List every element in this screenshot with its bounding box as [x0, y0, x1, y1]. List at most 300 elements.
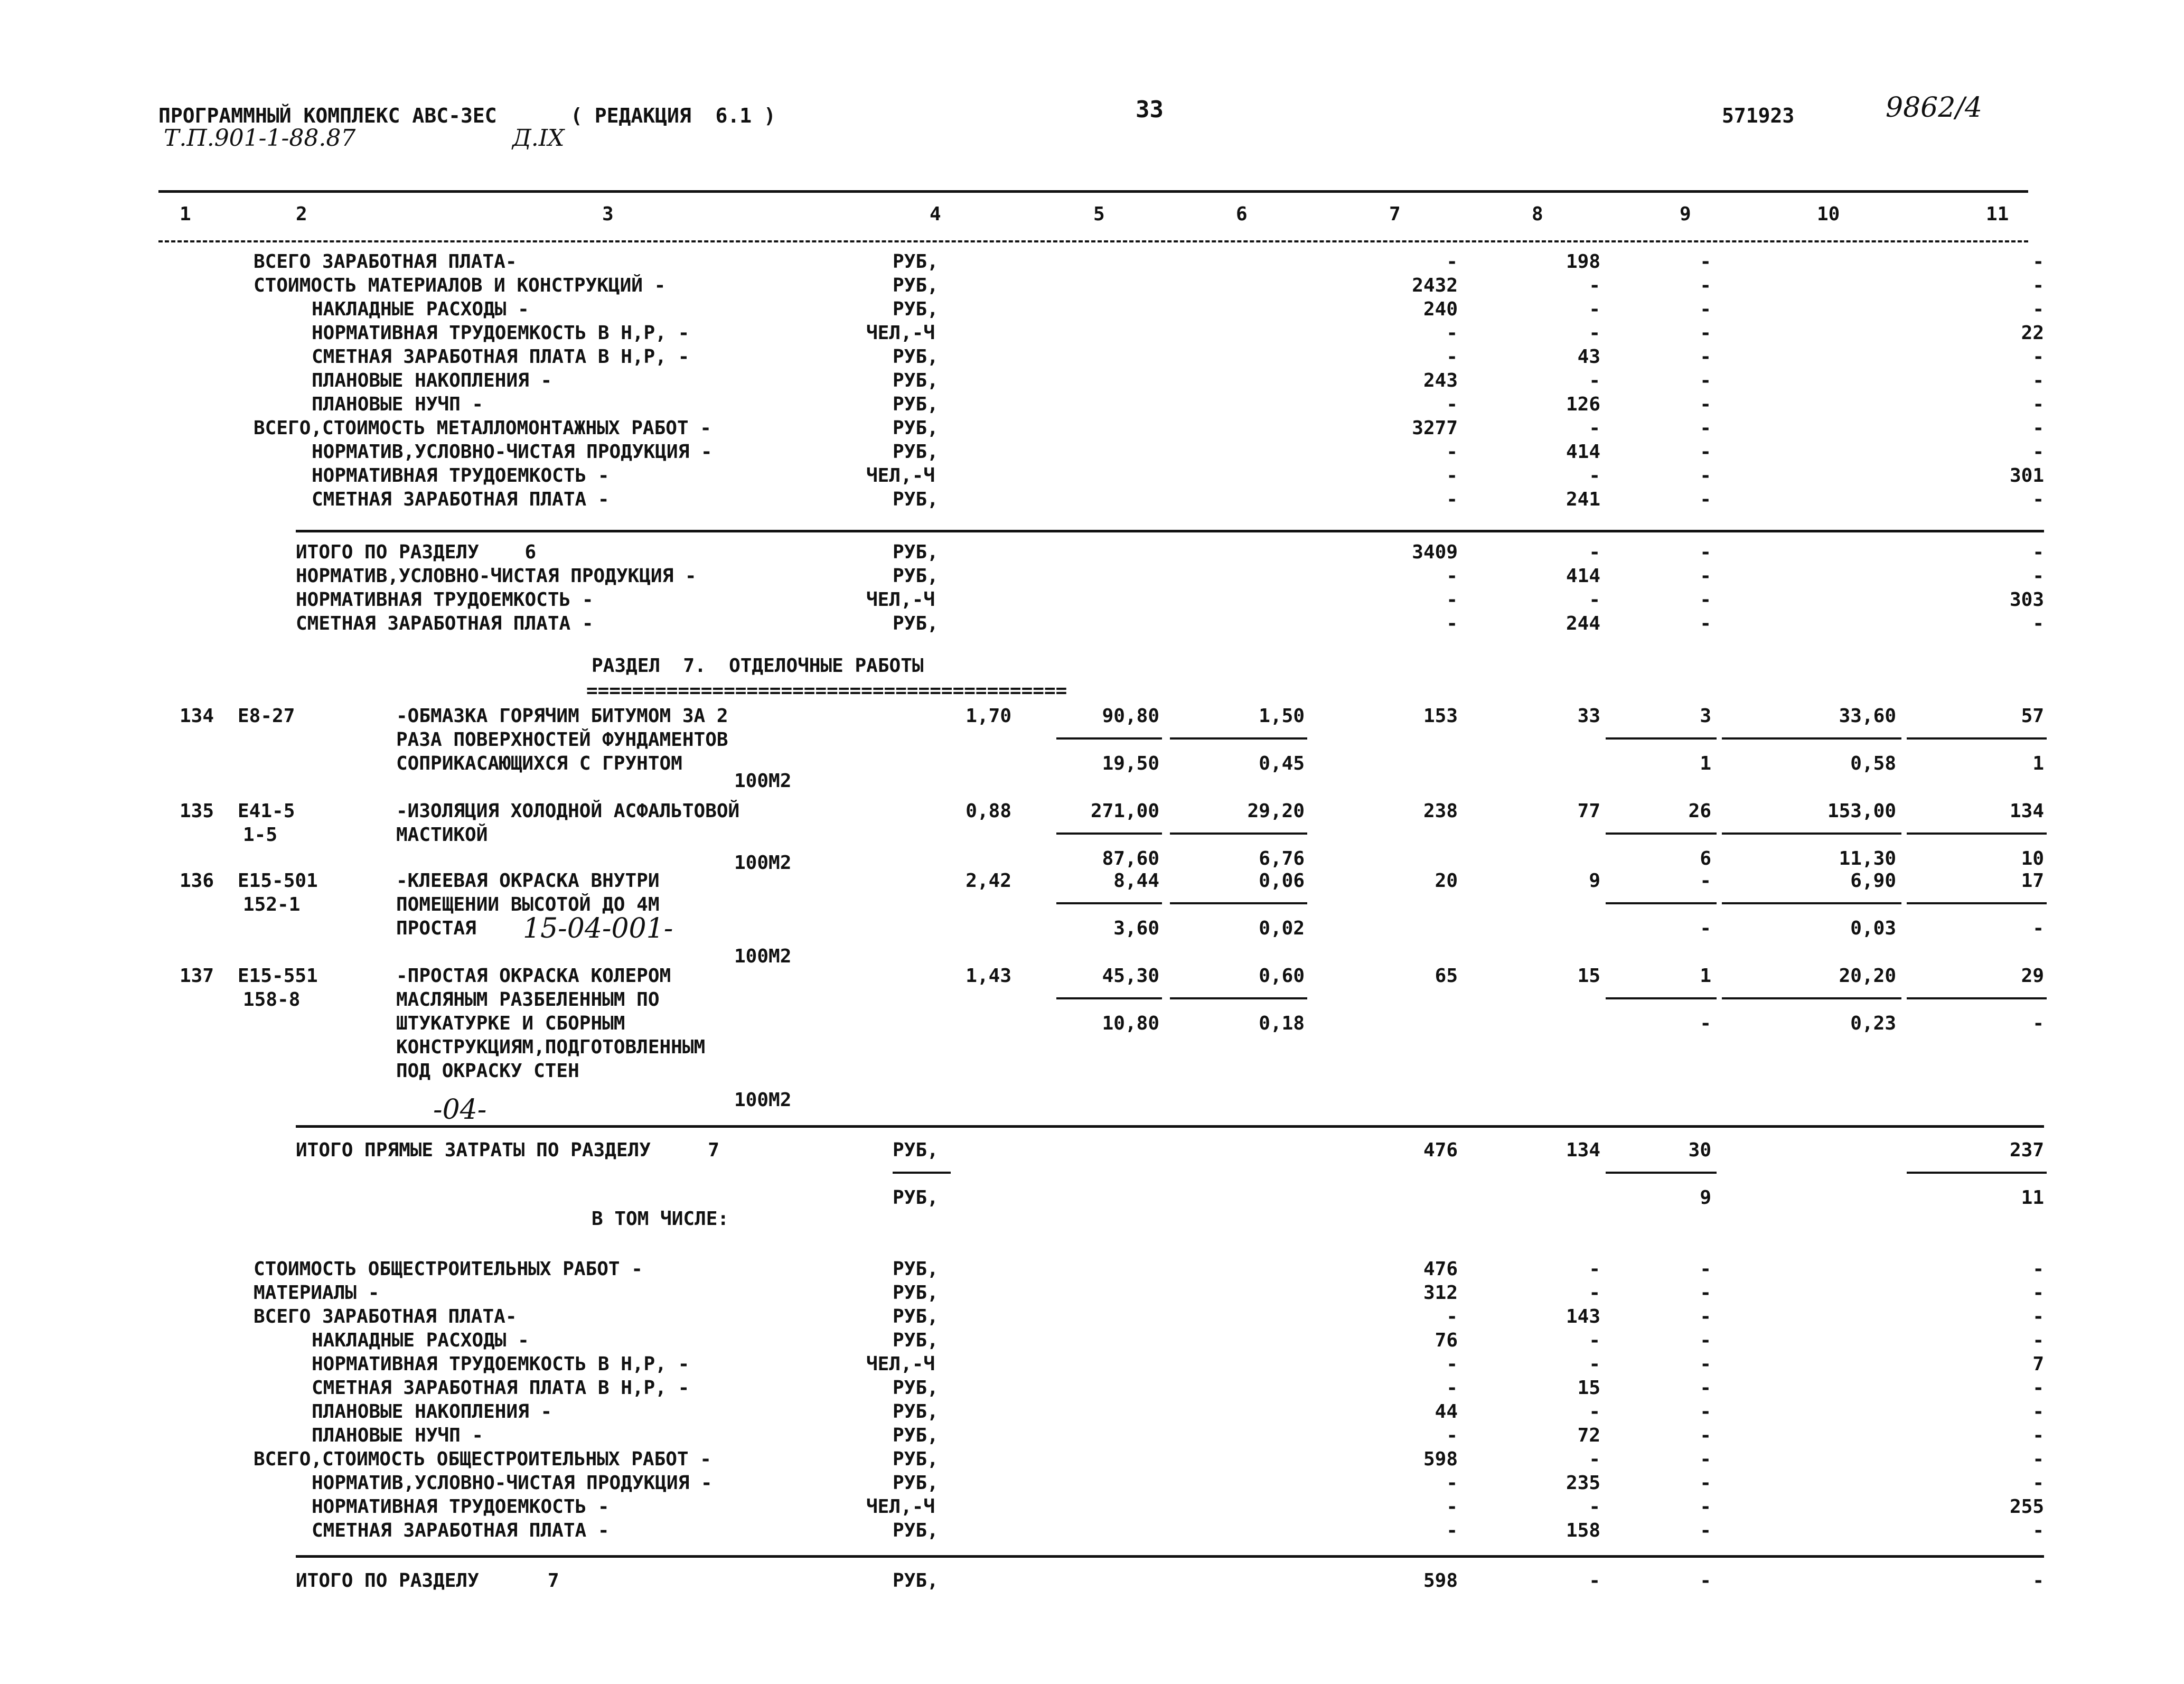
col7-value: -	[1446, 441, 1458, 463]
item-machine-wage: 0,45	[1259, 753, 1305, 774]
document-code: 571923	[1722, 104, 1795, 127]
col9-value: -	[1700, 613, 1711, 634]
item-unit-price: 90,80	[1102, 705, 1159, 727]
item-number: 137	[180, 965, 214, 987]
col8-value: -	[1589, 589, 1600, 611]
summary-label: НОРМАТИВНАЯ ТРУДОЕМКОСТЬ В Н,Р, -	[312, 322, 690, 344]
col9-value: -	[1700, 1306, 1711, 1327]
item-col9-lower: 1	[1700, 753, 1711, 774]
summary-unit: РУБ,	[893, 613, 939, 634]
col11-value: 303	[2009, 589, 2044, 611]
summary-unit: ЧЕЛ,-Ч	[866, 1353, 935, 1375]
col7-value: -	[1446, 1496, 1458, 1518]
item-description: ПРОСТАЯ	[396, 918, 476, 939]
including-label: В ТОМ ЧИСЛЕ:	[592, 1208, 729, 1230]
item-quantity: 2,42	[966, 870, 1011, 892]
summary-unit: РУБ,	[893, 441, 939, 463]
col8-value: 43	[1577, 346, 1600, 368]
item-machine-wage: 0,02	[1259, 918, 1305, 939]
cell-divider	[893, 1172, 951, 1174]
col9-value: -	[1700, 1472, 1711, 1494]
summary-unit: ЧЕЛ,-Ч	[866, 322, 935, 344]
cell-divider	[1722, 737, 1901, 740]
item-description: РАЗА ПОВЕРХНОСТЕЙ ФУНДАМЕНТОВ	[396, 729, 728, 751]
program-title: ПРОГРАММНЫЙ КОМПЛЕКС АВС-3ЕС	[158, 104, 497, 127]
cell-divider	[1722, 997, 1901, 999]
summary-unit: ЧЕЛ,-Ч	[866, 465, 935, 487]
col7-value: 3277	[1412, 417, 1458, 439]
item-col11-lower: -	[2032, 1013, 2044, 1034]
final-total-col8: -	[1589, 1570, 1600, 1592]
item-description: -ПРОСТАЯ ОКРАСКА КОЛЕРОМ	[396, 965, 671, 987]
summary-unit: РУБ,	[893, 489, 939, 510]
final-total-col11: -	[2032, 1570, 2044, 1592]
col9-value: -	[1700, 1425, 1711, 1446]
block-divider	[296, 530, 2044, 532]
column-header-2: 2	[296, 203, 307, 225]
item-description: ШТУКАТУРКЕ И СБОРНЫМ	[396, 1013, 625, 1034]
summary-unit: РУБ,	[893, 346, 939, 368]
summary-unit: РУБ,	[893, 370, 939, 391]
cell-divider	[1056, 997, 1162, 999]
col8-value: -	[1589, 1496, 1600, 1518]
cell-divider	[1907, 997, 2047, 999]
cell-divider	[1907, 902, 2047, 904]
item-quantity: 1,43	[966, 965, 1011, 987]
col8-value: -	[1589, 298, 1600, 320]
block-divider	[296, 1555, 2044, 1558]
column-header-9: 9	[1680, 203, 1691, 225]
summary-label: НОРМАТИВНАЯ ТРУДОЕМКОСТЬ В Н,Р, -	[312, 1353, 690, 1375]
header-top-rule	[158, 190, 2028, 193]
col11-value: -	[2032, 1448, 2044, 1470]
item-col11-lower: 1	[2032, 753, 2044, 774]
item-machine-wage: 6,76	[1259, 848, 1305, 869]
item-code: Е8-27	[238, 705, 295, 727]
summary-label: НАКЛАДНЫЕ РАСХОДЫ -	[312, 298, 529, 320]
col7-value: -	[1446, 613, 1458, 634]
col11-value: -	[2032, 1425, 2044, 1446]
summary-unit: РУБ,	[893, 1377, 939, 1399]
col11-value: -	[2032, 417, 2044, 439]
col8-value: -	[1589, 370, 1600, 391]
col9-value: -	[1700, 1330, 1711, 1351]
col8-value: 198	[1566, 251, 1600, 273]
item-number: 134	[180, 705, 214, 727]
direct-costs-col7: 476	[1423, 1139, 1458, 1161]
column-header-4: 4	[930, 203, 941, 225]
item-col10-lower: 0,23	[1850, 1013, 1896, 1034]
col7-value: 476	[1423, 1258, 1458, 1280]
col11-value: -	[2032, 298, 2044, 320]
col9-value: -	[1700, 1401, 1711, 1423]
col8-value: -	[1589, 465, 1600, 487]
summary-label: НОРМАТИВНАЯ ТРУДОЕМКОСТЬ -	[296, 589, 594, 611]
cell-divider	[1056, 737, 1162, 740]
item-machine-cost: 29,20	[1247, 800, 1305, 822]
col7-value: -	[1446, 1353, 1458, 1375]
col11-value: -	[2032, 441, 2044, 463]
column-header-8: 8	[1532, 203, 1543, 225]
item-machine-wage: 0,18	[1259, 1013, 1305, 1034]
col7-value: -	[1446, 489, 1458, 510]
col11-value: -	[2032, 275, 2044, 296]
item-total-wage: 33	[1577, 705, 1600, 727]
summary-label: ПЛАНОВЫЕ НАКОПЛЕНИЯ -	[312, 1401, 552, 1423]
item-unit-price: 271,00	[1090, 800, 1159, 822]
col9-value: -	[1700, 1448, 1711, 1470]
summary-label: НОРМАТИВ,УСЛОВНО-ЧИСТАЯ ПРОДУКЦИЯ -	[296, 565, 697, 587]
col9-value: -	[1700, 1496, 1711, 1518]
item-number: 135	[180, 800, 214, 822]
col8-value: 414	[1566, 441, 1600, 463]
summary-unit: РУБ,	[893, 251, 939, 273]
item-code-secondary: 158-8	[243, 989, 301, 1011]
item-unit-price: 45,30	[1102, 965, 1159, 987]
col9-value: -	[1700, 370, 1711, 391]
item-col11: 29	[2021, 965, 2044, 987]
col9-value: -	[1700, 1353, 1711, 1375]
cell-divider	[1722, 832, 1901, 835]
col8-value: 143	[1566, 1306, 1600, 1327]
summary-label: СТОИМОСТЬ ОБЩЕСТРОИТЕЛЬНЫХ РАБОТ -	[254, 1258, 643, 1280]
cell-divider	[1170, 737, 1307, 740]
summary-unit: РУБ,	[893, 1401, 939, 1423]
handwritten-number: 9862/4	[1886, 92, 1982, 124]
col9-value: -	[1700, 589, 1711, 611]
col8-value: -	[1589, 1282, 1600, 1304]
col7-value: 240	[1423, 298, 1458, 320]
column-header-6: 6	[1236, 203, 1248, 225]
col9-value: -	[1700, 541, 1711, 563]
page-number: 33	[1136, 96, 1164, 123]
handwritten-note: -04-	[433, 1094, 487, 1126]
summary-label: СТОИМОСТЬ МАТЕРИАЛОВ И КОНСТРУКЦИЙ -	[254, 275, 666, 296]
summary-unit: РУБ,	[893, 298, 939, 320]
cell-divider	[1056, 832, 1162, 835]
col9-value: -	[1700, 346, 1711, 368]
col8-value: 244	[1566, 613, 1600, 634]
summary-label: ВСЕГО ЗАРАБОТНАЯ ПЛАТА-	[254, 251, 517, 273]
col8-value: -	[1589, 275, 1600, 296]
col11-value: 22	[2021, 322, 2044, 344]
col8-value: -	[1589, 1258, 1600, 1280]
summary-label: СМЕТНАЯ ЗАРАБОТНАЯ ПЛАТА -	[312, 489, 610, 510]
item-col9-lower: -	[1700, 1013, 1711, 1034]
cell-divider	[1606, 902, 1717, 904]
item-col11-lower: 10	[2021, 848, 2044, 869]
item-quantity: 1,70	[966, 705, 1011, 727]
item-total-cost: 153	[1423, 705, 1458, 727]
col9-value: -	[1700, 251, 1711, 273]
item-col10: 33,60	[1839, 705, 1896, 727]
final-total-col7: 598	[1423, 1570, 1458, 1592]
item-code-secondary: 1-5	[243, 824, 278, 846]
cell-divider	[1606, 1172, 1717, 1174]
summary-unit: РУБ,	[893, 1520, 939, 1541]
col7-value: -	[1446, 589, 1458, 611]
item-code: Е15-551	[238, 965, 318, 987]
cell-divider	[1907, 1172, 2047, 1174]
item-total-cost: 65	[1435, 965, 1458, 987]
col8-value: 241	[1566, 489, 1600, 510]
col7-value: 312	[1423, 1282, 1458, 1304]
col11-value: -	[2032, 541, 2044, 563]
section-title: РАЗДЕЛ 7. ОТДЕЛОЧНЫЕ РАБОТЫ	[592, 655, 924, 677]
item-description: -ОБМАЗКА ГОРЯЧИМ БИТУМОМ ЗА 2	[396, 705, 728, 727]
col11-value: -	[2032, 370, 2044, 391]
item-unit-wage: 87,60	[1102, 848, 1159, 869]
item-number: 136	[180, 870, 214, 892]
column-header-1: 1	[180, 203, 191, 225]
col11-value: -	[2032, 1472, 2044, 1494]
summary-unit: РУБ,	[893, 275, 939, 296]
col11-value: -	[2032, 346, 2044, 368]
cell-divider	[1170, 902, 1307, 904]
col9-value: -	[1700, 322, 1711, 344]
item-col9: 3	[1700, 705, 1711, 727]
col7-value: -	[1446, 1306, 1458, 1327]
summary-unit: РУБ,	[893, 417, 939, 439]
col11-value: -	[2032, 1282, 2044, 1304]
summary-label: ПЛАНОВЫЕ НУЧП -	[312, 394, 484, 415]
item-col9: -	[1700, 870, 1711, 892]
edition-label: ( РЕДАКЦИЯ 6.1 )	[570, 104, 776, 127]
col11-value: -	[2032, 251, 2044, 273]
block-divider	[296, 1125, 2044, 1128]
item-col10: 20,20	[1839, 965, 1896, 987]
col8-value: 15	[1577, 1377, 1600, 1399]
direct-costs-col11-lower: 11	[2021, 1187, 2044, 1209]
direct-costs-col11: 237	[2009, 1139, 2044, 1161]
item-col11: 134	[2009, 800, 2044, 822]
summary-unit: РУБ,	[893, 394, 939, 415]
column-header-11: 11	[1986, 203, 2009, 225]
item-col10-lower: 11,30	[1839, 848, 1896, 869]
item-total-wage: 9	[1589, 870, 1600, 892]
item-machine-cost: 0,06	[1259, 870, 1305, 892]
final-total-unit: РУБ,	[893, 1570, 939, 1592]
summary-label: НОРМАТИВНАЯ ТРУДОЕМКОСТЬ -	[312, 1496, 610, 1518]
summary-unit: РУБ,	[893, 541, 939, 563]
direct-costs-unit: РУБ,	[893, 1139, 939, 1161]
col9-value: -	[1700, 417, 1711, 439]
item-unit-wage: 10,80	[1102, 1013, 1159, 1034]
summary-unit: ЧЕЛ,-Ч	[866, 589, 935, 611]
item-unit: 100М2	[734, 946, 792, 967]
col7-value: 243	[1423, 370, 1458, 391]
col8-value: 72	[1577, 1425, 1600, 1446]
col9-value: -	[1700, 489, 1711, 510]
item-code-secondary: 152-1	[243, 894, 301, 915]
col11-value: 7	[2032, 1353, 2044, 1375]
item-col9: 1	[1700, 965, 1711, 987]
item-description: -КЛЕЕВАЯ ОКРАСКА ВНУТРИ	[396, 870, 660, 892]
col11-value: 255	[2009, 1496, 2044, 1518]
col9-value: -	[1700, 394, 1711, 415]
col9-value: -	[1700, 1377, 1711, 1399]
column-header-3: 3	[602, 203, 614, 225]
final-total-col9: -	[1700, 1570, 1711, 1592]
col9-value: -	[1700, 565, 1711, 587]
cell-divider	[1606, 832, 1717, 835]
col9-value: -	[1700, 1520, 1711, 1541]
item-total-wage: 77	[1577, 800, 1600, 822]
cell-divider	[1606, 997, 1717, 999]
summary-label: МАТЕРИАЛЫ -	[254, 1282, 380, 1304]
header-bottom-rule	[158, 240, 2028, 242]
item-code: Е15-501	[238, 870, 318, 892]
summary-label: ВСЕГО,СТОИМОСТЬ МЕТАЛЛОМОНТАЖНЫХ РАБОТ -	[254, 417, 711, 439]
item-description: МАСЛЯНЫМ РАЗБЕЛЕННЫМ ПО	[396, 989, 660, 1011]
summary-unit: РУБ,	[893, 1306, 939, 1327]
col7-value: 3409	[1412, 541, 1458, 563]
summary-label: ИТОГО ПО РАЗДЕЛУ 6	[296, 541, 537, 563]
summary-label: ВСЕГО,СТОИМОСТЬ ОБЩЕСТРОИТЕЛЬНЫХ РАБОТ -	[254, 1448, 711, 1470]
col11-value: -	[2032, 1258, 2044, 1280]
col7-value: -	[1446, 1472, 1458, 1494]
summary-label: СМЕТНАЯ ЗАРАБОТНАЯ ПЛАТА В Н,Р, -	[312, 1377, 690, 1399]
col8-value: -	[1589, 322, 1600, 344]
summary-label: НОРМАТИВНАЯ ТРУДОЕМКОСТЬ -	[312, 465, 610, 487]
col7-value: -	[1446, 394, 1458, 415]
summary-unit: РУБ,	[893, 1448, 939, 1470]
cell-divider	[1170, 997, 1307, 999]
col7-value: -	[1446, 565, 1458, 587]
col7-value: -	[1446, 251, 1458, 273]
col8-value: -	[1589, 1330, 1600, 1351]
col8-value: -	[1589, 1448, 1600, 1470]
col7-value: 598	[1423, 1448, 1458, 1470]
direct-costs-col9-lower: 9	[1700, 1187, 1711, 1209]
cell-divider	[1722, 902, 1901, 904]
item-description: СОПРИКАСАЮЩИХСЯ С ГРУНТОМ	[396, 753, 682, 774]
col11-value: -	[2032, 1377, 2044, 1399]
item-unit: 100М2	[734, 1089, 792, 1111]
item-unit: 100М2	[734, 770, 792, 792]
summary-unit: РУБ,	[893, 565, 939, 587]
col8-value: -	[1589, 1353, 1600, 1375]
item-col11-lower: -	[2032, 918, 2044, 939]
col7-value: -	[1446, 465, 1458, 487]
direct-costs-label: ИТОГО ПРЯМЫЕ ЗАТРАТЫ ПО РАЗДЕЛУ 7	[296, 1139, 719, 1161]
item-total-cost: 20	[1435, 870, 1458, 892]
item-col11: 57	[2021, 705, 2044, 727]
summary-label: НОРМАТИВ,УСЛОВНО-ЧИСТАЯ ПРОДУКЦИЯ -	[312, 1472, 713, 1494]
final-total-label: ИТОГО ПО РАЗДЕЛУ 7	[296, 1570, 559, 1592]
item-col10-lower: 0,58	[1850, 753, 1896, 774]
col9-value: -	[1700, 298, 1711, 320]
cell-divider	[1606, 737, 1717, 740]
summary-label: СМЕТНАЯ ЗАРАБОТНАЯ ПЛАТА -	[312, 1520, 610, 1541]
col8-value: 414	[1566, 565, 1600, 587]
item-description: ПОД ОКРАСКУ СТЕН	[396, 1060, 579, 1082]
col9-value: -	[1700, 275, 1711, 296]
direct-costs-unit-lower: РУБ,	[893, 1187, 939, 1209]
summary-label: ПЛАНОВЫЕ НУЧП -	[312, 1425, 484, 1446]
summary-unit: РУБ,	[893, 1330, 939, 1351]
col7-value: -	[1446, 322, 1458, 344]
item-col10-lower: 0,03	[1850, 918, 1896, 939]
col9-value: -	[1700, 441, 1711, 463]
item-description: ПОМЕЩЕНИИ ВЫСОТОЙ ДО 4М	[396, 894, 660, 915]
col11-value: -	[2032, 1401, 2044, 1423]
col11-value: 301	[2009, 465, 2044, 487]
section-underline: ==========================================	[586, 680, 1067, 701]
col8-value: -	[1589, 541, 1600, 563]
col11-value: -	[2032, 394, 2044, 415]
col11-value: -	[2032, 565, 2044, 587]
col11-value: -	[2032, 1330, 2044, 1351]
col7-value: 76	[1435, 1330, 1458, 1351]
item-unit-wage: 19,50	[1102, 753, 1159, 774]
item-total-wage: 15	[1577, 965, 1600, 987]
col7-value: 2432	[1412, 275, 1458, 296]
col7-value: -	[1446, 1425, 1458, 1446]
item-col11: 17	[2021, 870, 2044, 892]
col9-value: -	[1700, 1282, 1711, 1304]
item-col9-lower: 6	[1700, 848, 1711, 869]
item-description: МАСТИКОЙ	[396, 824, 488, 846]
summary-unit: ЧЕЛ,-Ч	[866, 1496, 935, 1518]
item-unit: 100М2	[734, 852, 792, 874]
summary-unit: РУБ,	[893, 1425, 939, 1446]
cell-divider	[1170, 832, 1307, 835]
summary-unit: РУБ,	[893, 1258, 939, 1280]
handwritten-section: Д.IX	[512, 125, 565, 152]
item-col9-lower: -	[1700, 918, 1711, 939]
item-col9: 26	[1688, 800, 1711, 822]
direct-costs-col8: 134	[1566, 1139, 1600, 1161]
col8-value: 126	[1566, 394, 1600, 415]
direct-costs-col9: 30	[1688, 1139, 1711, 1161]
handwritten-note: 15-04-001-	[523, 913, 673, 944]
item-quantity: 0,88	[966, 800, 1011, 822]
summary-label: СМЕТНАЯ ЗАРАБОТНАЯ ПЛАТА -	[296, 613, 594, 634]
summary-label: НОРМАТИВ,УСЛОВНО-ЧИСТАЯ ПРОДУКЦИЯ -	[312, 441, 713, 463]
col11-value: -	[2032, 613, 2044, 634]
col8-value: 158	[1566, 1520, 1600, 1541]
item-total-cost: 238	[1423, 800, 1458, 822]
column-header-5: 5	[1093, 203, 1105, 225]
col7-value: -	[1446, 346, 1458, 368]
col11-value: -	[2032, 1306, 2044, 1327]
col9-value: -	[1700, 465, 1711, 487]
project-code: Т.П.901-1-88.87	[164, 125, 356, 152]
item-unit-price: 8,44	[1113, 870, 1159, 892]
cell-divider	[1056, 902, 1162, 904]
item-code: Е41-5	[238, 800, 295, 822]
summary-label: ВСЕГО ЗАРАБОТНАЯ ПЛАТА-	[254, 1306, 517, 1327]
column-header-10: 10	[1817, 203, 1840, 225]
summary-label: НАКЛАДНЫЕ РАСХОДЫ -	[312, 1330, 529, 1351]
col7-value: -	[1446, 1377, 1458, 1399]
col8-value: -	[1589, 417, 1600, 439]
col7-value: 44	[1435, 1401, 1458, 1423]
item-description: -ИЗОЛЯЦИЯ ХОЛОДНОЙ АСФАЛЬТОВОЙ	[396, 800, 740, 822]
col7-value: -	[1446, 1520, 1458, 1541]
col11-value: -	[2032, 1520, 2044, 1541]
col11-value: -	[2032, 489, 2044, 510]
item-description: КОНСТРУКЦИЯМ,ПОДГОТОВЛЕННЫМ	[396, 1036, 706, 1058]
summary-unit: РУБ,	[893, 1282, 939, 1304]
item-machine-cost: 1,50	[1259, 705, 1305, 727]
item-unit-wage: 3,60	[1113, 918, 1159, 939]
summary-label: СМЕТНАЯ ЗАРАБОТНАЯ ПЛАТА В Н,Р, -	[312, 346, 690, 368]
col9-value: -	[1700, 1258, 1711, 1280]
col8-value: 235	[1566, 1472, 1600, 1494]
item-col10: 153,00	[1827, 800, 1896, 822]
